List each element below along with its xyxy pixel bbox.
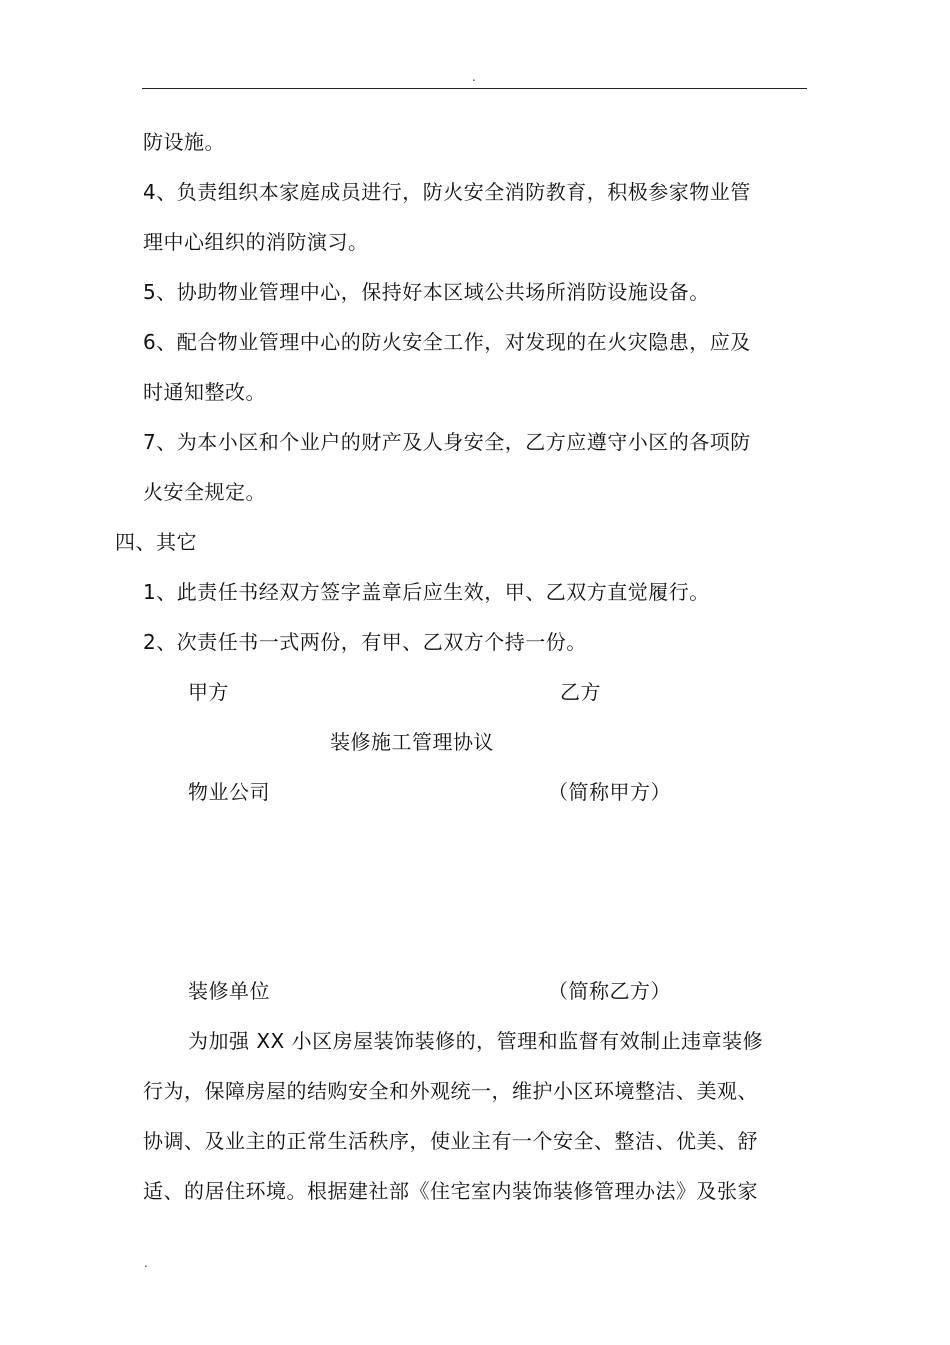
party-b-abbreviation: （简称乙方） bbox=[548, 979, 671, 1003]
section-heading-other: 四、其它 bbox=[115, 530, 197, 554]
text-line-3: 理中心组织的消防演习。 bbox=[143, 230, 369, 254]
party-a-label: 甲方 bbox=[188, 680, 229, 704]
text-line-5: 6、配合物业管理中心的防火安全工作，对发现的在火灾隐患，应及 bbox=[143, 330, 751, 354]
property-company-label: 物业公司 bbox=[188, 780, 270, 804]
header-rule bbox=[142, 88, 807, 89]
text-line-1: 防设施。 bbox=[143, 130, 225, 154]
text-line-2: 4、负责组织本家庭成员进行，防火安全消防教育，积极参家物业管 bbox=[143, 180, 751, 204]
paragraph-line-4: 适、的居住环境。根据建社部《住宅室内装饰装修管理办法》及张家 bbox=[143, 1179, 758, 1203]
party-b-label: 乙方 bbox=[560, 680, 601, 704]
decoration-unit-label: 装修单位 bbox=[188, 979, 270, 1003]
footer-mark: . bbox=[144, 1256, 148, 1270]
text-line-4: 5、协助物业管理中心，保持好本区域公共场所消防设施设备。 bbox=[143, 280, 710, 304]
text-line-6: 时通知整改。 bbox=[143, 380, 266, 404]
text-line-7: 7、为本小区和个业户的财产及人身安全，乙方应遵守小区的各项防 bbox=[143, 430, 751, 454]
paragraph-line-2: 行为，保障房屋的结购安全和外观统一，维护小区环境整洁、美观、 bbox=[143, 1079, 758, 1103]
agreement-title: 装修施工管理协议 bbox=[330, 730, 494, 754]
paragraph-line-3: 协调、及业主的正常生活秩序，使业主有一个安全、整洁、优美、舒 bbox=[143, 1129, 758, 1153]
header-mark: . bbox=[472, 70, 476, 84]
paragraph-line-1: 为加强 XX 小区房屋装饰装修的，管理和监督有效制止违章装修 bbox=[188, 1029, 764, 1053]
text-line-11: 2、次责任书一式两份，有甲、乙双方个持一份。 bbox=[143, 630, 587, 654]
party-a-abbreviation: （简称甲方） bbox=[548, 780, 671, 804]
text-line-8: 火安全规定。 bbox=[143, 480, 266, 504]
text-line-10: 1、此责任书经双方签字盖章后应生效，甲、乙双方直觉履行。 bbox=[143, 580, 710, 604]
